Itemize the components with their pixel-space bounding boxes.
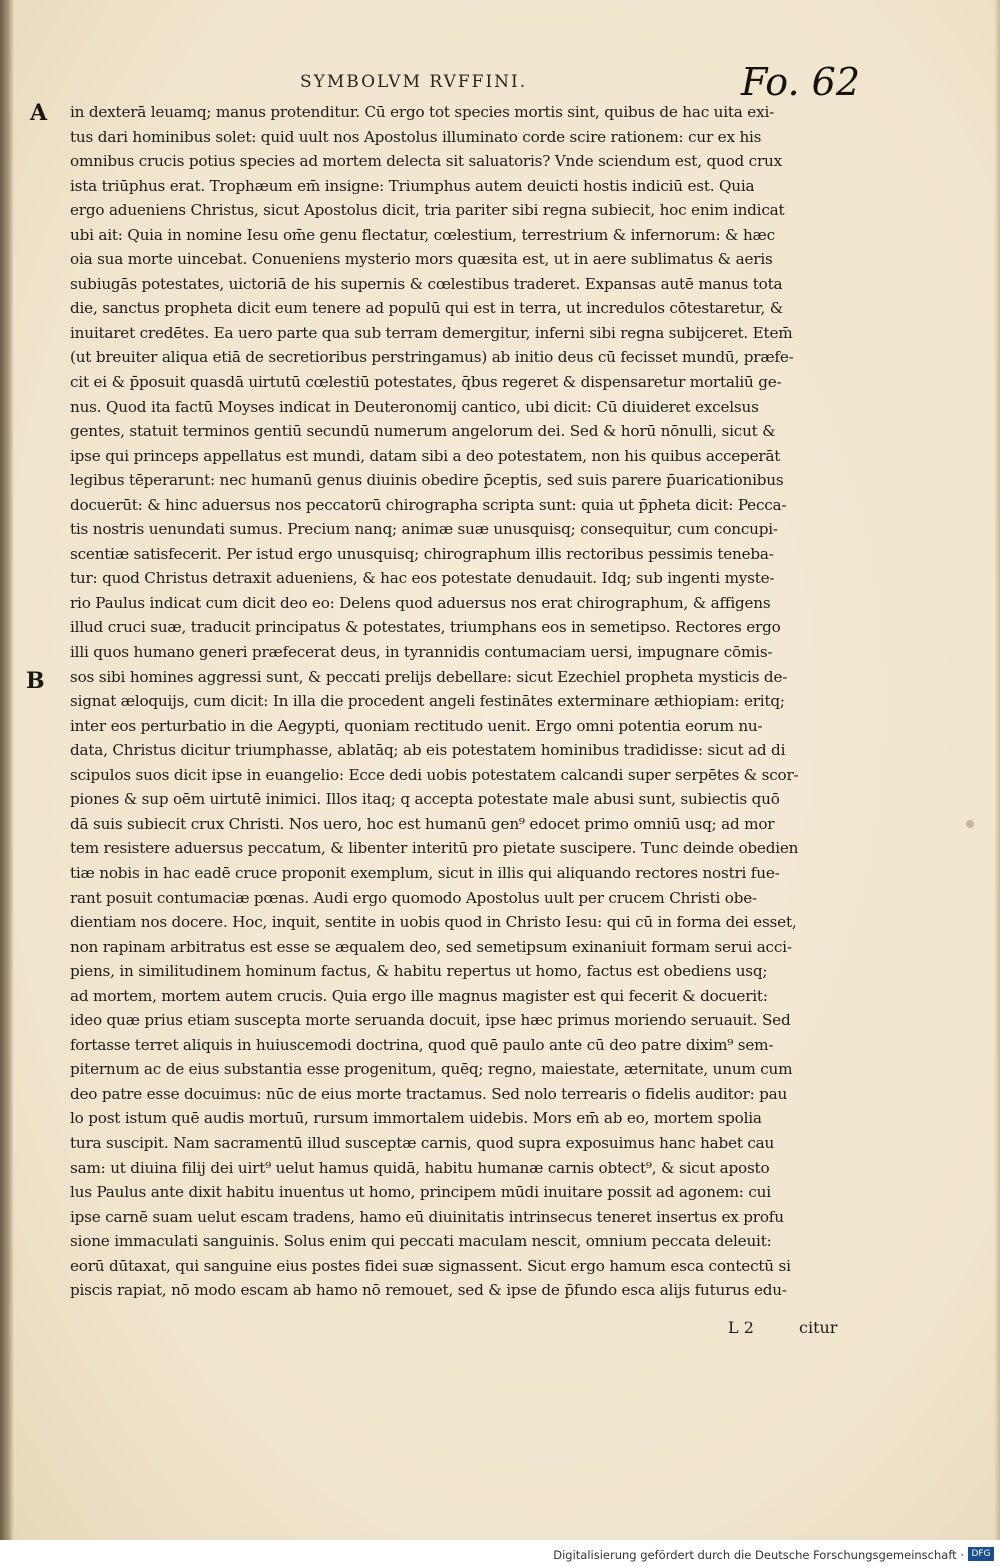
text-line: ipse carnē suam uelut escam tradens, hamo eū diuinitatis intrinsecus teneret insertus ex profu: [70, 1207, 784, 1226]
text-line: rio Paulus indicat cum dicit deo eo: Delens quod aduersus nos erat chirographum, & affigens: [70, 593, 771, 612]
text-line: fortasse terret aliquis in huiuscemodi doctrina, quod quē paulo ante cū deo patre dixim⁹ sem-: [70, 1035, 774, 1054]
text-line: ista triūphus erat. Trophæum em̄ insigne: Triumphus autem deuicti hostis indiciū est. Quia: [70, 176, 755, 195]
text-line: piens, in similitudinem hominum factus, & habitu repertus ut homo, factus est obediens usq;: [70, 962, 768, 981]
text-line: (ut breuiter aliqua etiā de secretioribus perstringamus) ab initio deus cū fecisset mundū, præfe-: [70, 348, 794, 367]
catchword: citur: [798, 1318, 838, 1337]
folio-number: Fo. 62: [740, 60, 860, 104]
text-line: dā suis subiecit crux Christi. Nos uero, hoc est humanū gen⁹ edocet primo omniū usq; ad mor: [70, 814, 775, 833]
text-line: sam: ut diuina filij dei uirt⁹ uelut hamus quidā, habitu humanæ carnis obtect⁹, & sicut aposto: [70, 1158, 770, 1177]
margin-letter-a: A: [30, 100, 48, 126]
text-line: omnibus crucis potius species ad mortem delecta sit saluatoris? Vnde sciendum est, quod crux: [70, 152, 782, 171]
text-line: lo post istum quē audis mortuū, rursum immortalem uidebis. Mors em̄ ab eo, mortem spolia: [70, 1109, 762, 1128]
text-line: piternum ac de eius substantia esse progenitum, quēq; regno, maiestate, æternitate, unum cum: [70, 1060, 793, 1079]
text-line: ubi ait: Quia in nomine Iesu om̄e genu flectatur, cœlestium, terrestrium & infernorum: & hæc: [70, 225, 775, 244]
text-line: tem resistere aduersus peccatum, & libenter interitū pro pietate suscipere. Tunc deinde obedien: [70, 839, 799, 858]
text-line: docuerūt: & hinc aduersus nos peccatorū chirographa scripta sunt: quia ut p̄pheta dicit: Pecca-: [70, 495, 787, 514]
text-line: non rapinam arbitratus est esse se æqualem deo, sed semetipsum exinaniuit formam serui acci-: [70, 937, 792, 956]
text-line: gentes, statuit terminos gentiū secundū numerum angelorum dei. Sed & horū nōnulli, sicut &: [70, 422, 776, 441]
page-edge: [994, 0, 1000, 1540]
text-line: scipulos suos dicit ipse in euangelio: Ecce dedi uobis potestatem calcandi super serpētes & scor-: [70, 765, 799, 784]
text-line: ipse qui princeps appellatus est mundi, datam sibi a deo potestatem, non his quibus acceperāt: [70, 446, 781, 465]
text-line: rant posuit contumaciæ pœnas. Audi ergo quomodo Apostolus uult per crucem Christi obe-: [70, 888, 757, 907]
footer-bar: [0, 1540, 1000, 1566]
text-line: tura suscipit. Nam sacramentū illud susceptæ carnis, quod supra exposuimus hanc habet cau: [70, 1133, 775, 1152]
digitization-credit: Digitalisierung gefördert durch die Deutsche Forschungsgemeinschaft ·: [553, 1548, 964, 1562]
text-line: cit ei & p̄posuit quasdā uirtutū cœlestiū potestates, q̄bus regeret & dispensaretur mortaliū ge-: [70, 373, 782, 392]
text-line: oia sua morte uincebat. Conueniens mysterio mors quæsita est, ut in aere sublimatus & aeris: [70, 250, 773, 269]
paper-speck: [966, 820, 974, 828]
text-line: lus Paulus ante dixit habitu inuentus ut homo, principem mūdi inuitare possit ad agonem: cui: [70, 1183, 771, 1202]
text-line: ad mortem, mortem autem crucis. Quia ergo ille magnus magister est qui fecerit & docuerit:: [70, 986, 768, 1005]
text-line: inter eos perturbatio in die Aegypti, quoniam rectitudo uenit. Ergo omni potentia eorum nu-: [70, 716, 763, 735]
text-line: ergo adueniens Christus, sicut Apostolus dicit, tria pariter sibi regna subiecit, hoc enim indicat: [70, 201, 785, 220]
text-line: piscis rapiat, nō modo escam ab hamo nō remouet, sed & ipse de p̄fundo esca alijs futurus edu-: [70, 1281, 787, 1300]
text-line: ideo quæ prius etiam suscepta morte seruanda docuit, ipse hæc primus moriendo seruauit. Sed: [70, 1011, 791, 1030]
text-line: sos sibi homines aggressi sunt, & peccati prelijs debellare: sicut Ezechiel propheta mysticis de-: [70, 667, 788, 686]
text-line: illud cruci suæ, traducit principatus & potestates, triumphans eos in semetipso. Rectores ergo: [70, 618, 781, 637]
text-line: tus dari hominibus solet: quid uult nos Apostolus illuminato corde scire rationem: cur ex his: [70, 127, 762, 146]
text-line: tiæ nobis in hac eadē cruce proponit exemplum, sicut in illis qui aliquando rectores nostri fue-: [70, 863, 780, 882]
text-line: signat æloquijs, cum dicit: In illa die procedent angeli festinātes exterminare æthiopiam: eritq;: [70, 692, 785, 711]
signature-line: [728, 1318, 837, 1337]
text-line: die, sanctus propheta dicit eum tenere ad populū qui est in terra, ut incredulos cōtestaretur, &: [70, 299, 784, 318]
text-line: inuitaret credētes. Ea uero parte qua sub terram demergitur, inferni sibi regna subijceret. Etem̄: [70, 323, 793, 342]
text-line: piones & sup oēm uirtutē inimici. Illos itaq; q accepta potestate male abusi sunt, subiectis quō: [70, 790, 780, 809]
text-line: dientiam nos docere. Hoc, inquit, sentite in uobis quod in Christo Iesu: qui cū in forma dei esset,: [70, 913, 797, 932]
text-line: tur: quod Christus detraxit adueniens, & hac eos potestate denudauit. Idq; sub ingenti myste-: [70, 569, 775, 588]
text-line: in dexterā leuamq; manus protenditur. Cū ergo tot species mortis sint, quibus de hac uita exi-: [70, 103, 775, 121]
margin-letter-b: B: [26, 668, 45, 694]
text-line: nus. Quod ita factū Moyses indicat in Deuteronomij cantico, ubi dicit: Cū diuideret excelsus: [70, 397, 759, 416]
text-line: data, Christus dicitur triumphasse, ablatāq; ab eis potestatem hominibus tradidisse: sicut ad di: [70, 741, 786, 760]
dfg-logo: DFG: [968, 1547, 994, 1561]
text-line: sione immaculati sanguinis. Solus enim qui peccati maculam nescit, omnium peccata deleuit:: [70, 1232, 772, 1251]
text-line: scentiæ satisfecerit. Per istud ergo unusquisq; chirographum illis rectoribus pessimis teneba-: [70, 544, 774, 563]
body-text: [70, 100, 848, 1303]
text-line: eorū dūtaxat, qui sanguine eius postes fidei suæ signassent. Sicut ergo hamum esca contectū si: [70, 1256, 791, 1275]
text-line: legibus tēperarunt: nec humanū genus diuinis obedire p̄ceptis, sed suis parere p̄uaricationibus: [70, 471, 784, 490]
running-head: SYMBOLVM RVFFINI.: [300, 72, 528, 92]
text-line: illi quos humano generi præfecerat deus, in tyrannidis contumaciam uersi, impugnare cōmis-: [70, 643, 773, 662]
text-line: subiugās potestates, uictoriā de his supernis & cœlestibus traderet. Expansas autē manus tota: [70, 274, 783, 293]
text-line: deo patre esse docuimus: nūc de eius morte tractamus. Sed nolo terrearis o fidelis auditor: pau: [70, 1084, 788, 1103]
text-line: tis nostris uenundati sumus. Precium nanq; animæ suæ unusquisq; consequitur, cum concupi-: [70, 520, 778, 539]
signature-mark: L 2: [728, 1318, 754, 1337]
page-gutter: [0, 0, 14, 1540]
